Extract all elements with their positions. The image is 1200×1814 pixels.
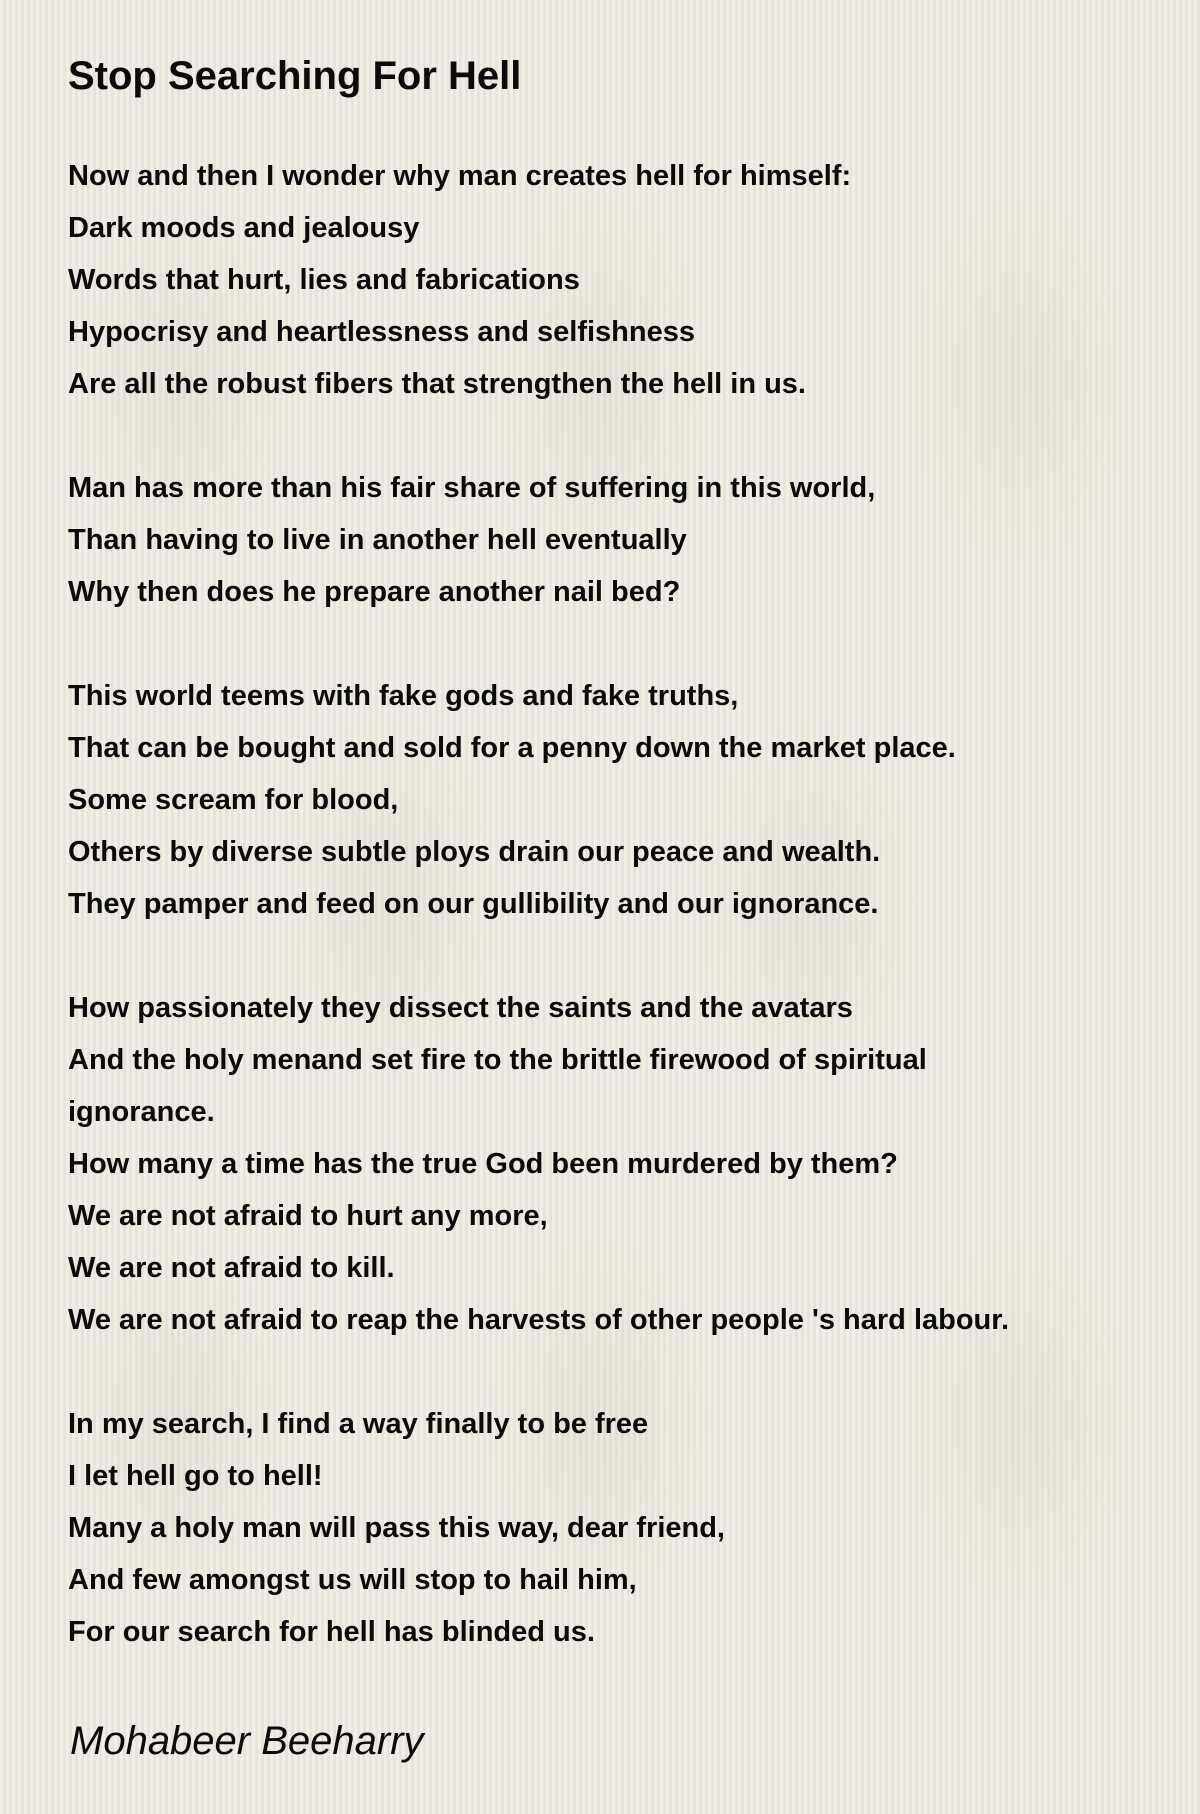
poem-line: That can be bought and sold for a penny down the market place. — [68, 732, 956, 764]
poem-line: We are not afraid to kill. — [68, 1252, 395, 1284]
stanza — [68, 670, 1178, 930]
poem-author: Mohabeer Beeharry — [70, 1719, 424, 1763]
poem-line: And few amongst us will stop to hail him, — [68, 1564, 637, 1596]
poem-line: ignorance. — [68, 1096, 215, 1128]
stanza — [68, 1398, 1178, 1658]
poem-line: Others by diverse subtle ploys drain our peace and wealth. — [68, 836, 881, 868]
stanza — [68, 462, 1178, 618]
poem-line: Hypocrisy and heartlessness and selfishness — [68, 316, 695, 348]
poem-title: Stop Searching For Hell — [68, 54, 522, 98]
poem-line: We are not afraid to reap the harvests of other people 's hard labour. — [68, 1304, 1010, 1336]
poem-line: Many a holy man will pass this way, dear friend, — [68, 1512, 725, 1544]
poem-body — [68, 150, 1178, 1710]
poem-line: In my search, I find a way finally to be free — [68, 1408, 649, 1440]
stanza — [68, 982, 1178, 1346]
poem-line: Than having to live in another hell eventually — [68, 524, 687, 556]
poem-line: Are all the robust fibers that strengthen the hell in us. — [68, 368, 806, 400]
poem-line: This world teems with fake gods and fake truths, — [68, 680, 739, 712]
poem-line: How many a time has the true God been murdered by them? — [68, 1148, 898, 1180]
poem-line: Man has more than his fair share of suffering in this world, — [68, 472, 876, 504]
poem-line: We are not afraid to hurt any more, — [68, 1200, 548, 1232]
poem-line: Words that hurt, lies and fabrications — [68, 264, 580, 296]
poem-line: They pamper and feed on our gullibility and our ignorance. — [68, 888, 879, 920]
poem-line: And the holy menand set fire to the brittle firewood of spiritual — [68, 1044, 927, 1076]
poem-line: Now and then I wonder why man creates hell for himself: — [68, 160, 852, 192]
poem-line: Dark moods and jealousy — [68, 212, 420, 244]
poem-line: I let hell go to hell! — [68, 1460, 323, 1492]
poem-line: For our search for hell has blinded us. — [68, 1616, 595, 1648]
stanza — [68, 150, 1178, 410]
poem-line: Why then does he prepare another nail bed? — [68, 576, 681, 608]
poem-line: How passionately they dissect the saints and the avatars — [68, 992, 853, 1024]
poem-line: Some scream for blood, — [68, 784, 399, 816]
